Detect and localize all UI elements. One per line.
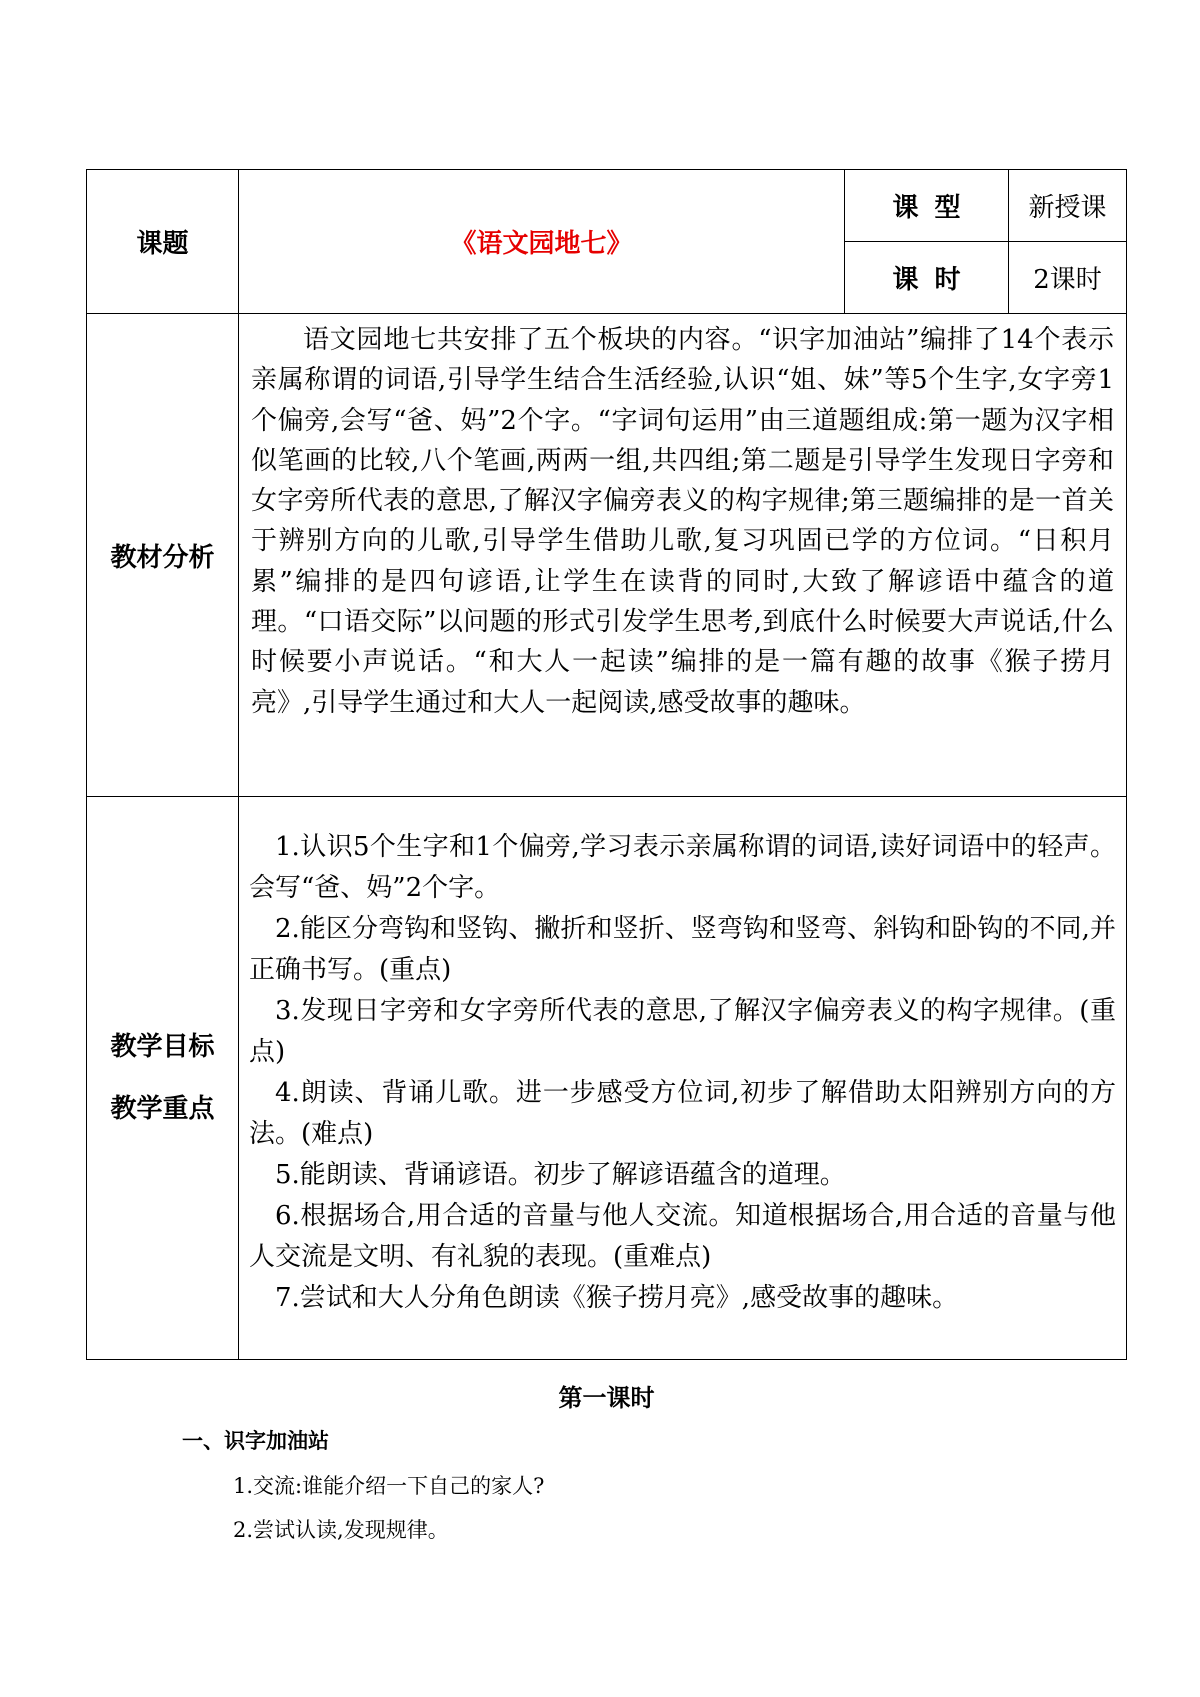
type-label: 课型 [845, 170, 1009, 242]
section-item: 1.交流:谁能介绍一下自己的家人? [233, 1474, 545, 1498]
goals-labels [87, 797, 239, 1360]
goals-label: 教学目标 [110, 1032, 215, 1062]
goal-item: 5.能朗读、背诵谚语。初步了解谚语蕴含的道理。 [275, 1160, 846, 1190]
lesson-plan-table [86, 169, 1127, 1360]
section-item: 2.尝试认读,发现规律。 [233, 1518, 449, 1542]
topic-value: 《语文园地七》 [239, 170, 845, 314]
section-title: 第一课时 [558, 1384, 655, 1412]
goal-item: 2.能区分弯钩和竖钩、撇折和竖折、竖弯钩和竖弯、斜钩和卧钩的不同,并正确书写。(重点) [249, 914, 1116, 985]
hours-label: 课时 [845, 242, 1009, 314]
goals-row [87, 797, 1127, 1360]
goal-item: 4.朗读、背诵儿歌。进一步感受方位词,初步了解借助太阳辨别方向的方法。(难点) [249, 1078, 1116, 1149]
topic-label: 课题 [87, 170, 239, 314]
goal-item: 7.尝试和大人分角色朗读《猴子捞月亮》,感受故事的趣味。 [275, 1283, 959, 1313]
goal-item: 6.根据场合,用合适的音量与他人交流。知道根据场合,用合适的音量与他人交流是文明、有礼貌的表现。(重难点) [249, 1201, 1116, 1272]
type-value: 新授课 [1009, 170, 1127, 242]
goals-list [239, 797, 1127, 1360]
section-heading: 一、识字加油站 [182, 1429, 329, 1453]
key-points-label: 教学重点 [110, 1094, 215, 1124]
hours-value: 2课时 [1009, 242, 1127, 314]
analysis-text: 语文园地七共安排了五个板块的内容。“识字加油站”编排了14个表示亲属称谓的词语,引导学生结合生活经验,认识“姐、妹”等5个生字,女字旁1个偏旁,会写“爸、妈”2个字。“字词句运用”由三道题组成:第一题为汉字相似笔画的比较,八个笔画,两两一组,共四组;第二题是引导学生发现日字旁和女字旁所代表的意思,了解汉字偏旁表义的构字规律;第三题编排的是一首关于辨别方向的儿歌,引导学生借助儿歌,复习巩固已学的方位词。“日积月累”编排的是四句谚语,让学生在读背的同时,大致了解谚语中蕴含的道理。“口语交际”以问题的形式引发学生思考,到底什么时候要大声说话,什么时候要小声说话。“和大人一起读”编排的是一篇有趣的故事《猴子捞月亮》,引导学生通过和大人一起阅读,感受故事的趣味。 [239, 314, 1127, 797]
analysis-row [87, 314, 1127, 797]
topic-row [87, 170, 1127, 242]
goal-item: 3.发现日字旁和女字旁所代表的意思,了解汉字偏旁表义的构字规律。(重点) [249, 996, 1116, 1067]
analysis-label: 教材分析 [87, 314, 239, 797]
goal-item: 1.认识5个生字和1个偏旁,学习表示亲属称谓的词语,读好词语中的轻声。会写“爸、妈”2个字。 [249, 832, 1116, 903]
